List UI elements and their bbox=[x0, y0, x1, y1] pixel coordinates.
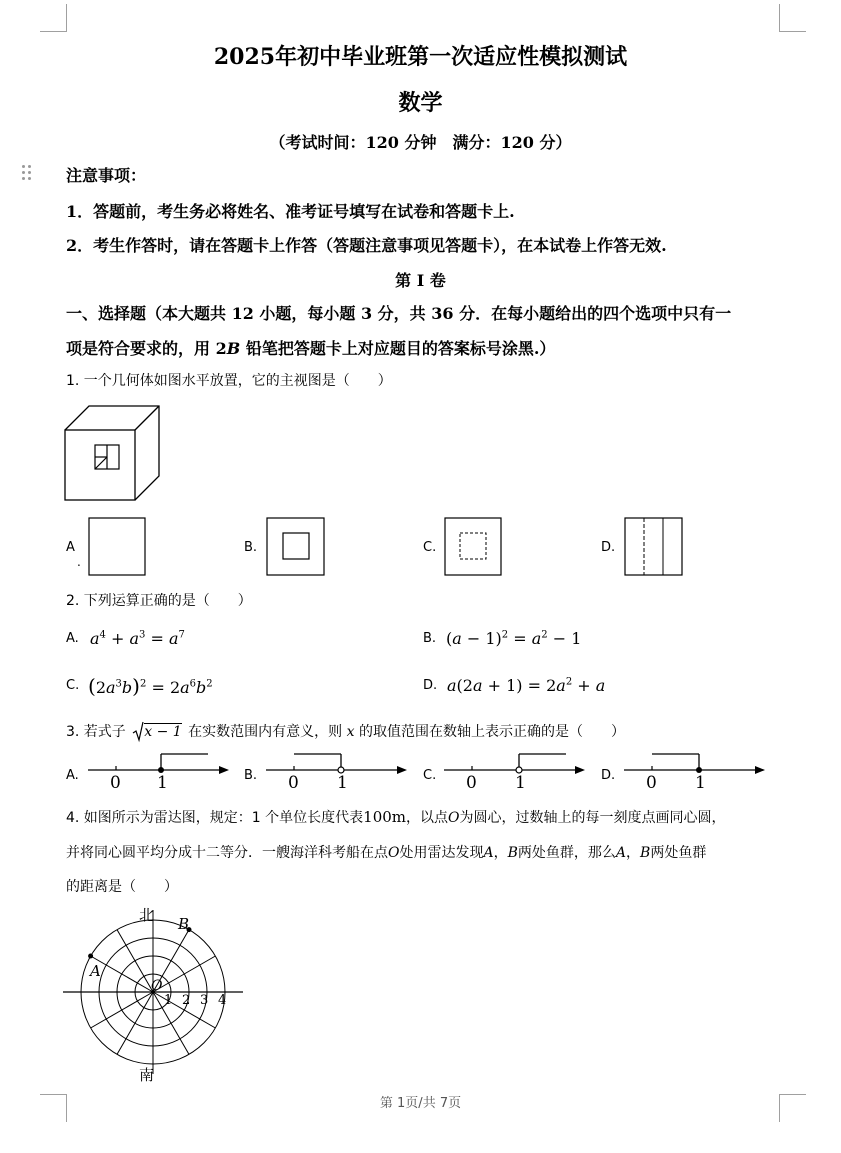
q3-c-tick-1: 1 bbox=[515, 773, 526, 793]
q2-option-b-formula: $(a - 1)^2 = a^2 - 1$ bbox=[446, 629, 582, 648]
question-1-text: 1. 一个几何体如图水平放置，它的主视图是（ ） bbox=[66, 373, 392, 389]
exam-title: 2025年初中毕业班第一次适应性模拟测试 bbox=[213, 44, 628, 70]
q3-b-tick-0: 0 bbox=[288, 773, 299, 793]
section-heading: 一、选择题（本大题共 12 小题，每小题 3 分，共 36 分．在每小题给出的四个选项中只有一 bbox=[66, 304, 732, 323]
q1-option-a-dot: . bbox=[77, 555, 81, 569]
radar-point-b-label: B bbox=[178, 915, 190, 933]
notice-heading: 注意事项： bbox=[66, 166, 147, 185]
q2-option-c-formula: $(2a^3b)^2 = 2a^6b^2$ bbox=[88, 674, 213, 698]
crop-mark bbox=[779, 31, 806, 32]
crop-mark bbox=[66, 4, 67, 32]
q2-option-a-formula: $a^4 + a^3 = a^7$ bbox=[90, 629, 185, 648]
q3-option-c-label[interactable]: C. bbox=[423, 768, 437, 783]
crop-mark bbox=[779, 4, 780, 32]
q3-a-tick-0: 0 bbox=[110, 773, 121, 793]
question-3-text: 3. 若式子 x − 1 在实数范围内有意义，则 x 的取值范围在数轴上表示正确的是（ ） bbox=[66, 724, 625, 740]
question-2-text: 2. 下列运算正确的是（ ） bbox=[66, 593, 252, 609]
q1-option-d-label[interactable]: D. bbox=[601, 540, 616, 555]
q1-option-a-figure[interactable] bbox=[88, 517, 146, 576]
q3-c-tick-0: 0 bbox=[466, 773, 477, 793]
q2-option-c-label[interactable]: C. bbox=[66, 678, 80, 693]
radar-ring-label-4: 4 bbox=[218, 993, 227, 1008]
radar-spoke bbox=[117, 930, 153, 992]
q1-option-b-figure[interactable] bbox=[266, 517, 325, 576]
q1-option-a-label[interactable]: A bbox=[66, 540, 75, 555]
radar-point-a bbox=[88, 954, 93, 959]
q2-option-a-label[interactable]: A. bbox=[66, 631, 79, 646]
notice-item: 2．考生作答时，请在答题卡上作答（答题注意事项见答题卡），在本试卷上作答无效. bbox=[66, 236, 667, 255]
subject-title: 数学 bbox=[398, 90, 443, 116]
question-4-line-3: 的距离是（ ） bbox=[66, 879, 178, 895]
q1-option-d-figure[interactable] bbox=[624, 517, 683, 576]
q3-option-b-label[interactable]: B. bbox=[244, 768, 258, 783]
q2-option-d-formula: $a(2a + 1) = 2a^2 + a$ bbox=[447, 676, 606, 695]
radar-north-label: 北 bbox=[139, 906, 155, 924]
radical-radicand: x − 1 bbox=[144, 724, 182, 740]
drag-handle-icon[interactable] bbox=[22, 165, 34, 183]
volume-title: 第 I 卷 bbox=[395, 271, 446, 290]
q3-a-tick-1: 1 bbox=[157, 773, 168, 793]
radar-center-label: O bbox=[151, 978, 163, 994]
question-4-line-1: 4. 如图所示为雷达图，规定：1 个单位长度代表100m，以点O为圆心，过数轴上的每一刻度点画同心圆， bbox=[66, 808, 726, 826]
radar-south-label: 南 bbox=[139, 1066, 155, 1084]
radar-spoke bbox=[91, 992, 153, 1028]
notice-item: 1．答题前，考生务必将姓名、准考证号填写在试卷和答题卡上. bbox=[66, 202, 515, 221]
question-4-line-2: 并将同心圆平均分成十二等分．一艘海洋科考船在点O处用雷达发现A，B两处鱼群，那么A，B两处鱼群 bbox=[66, 845, 707, 861]
q1-cube-figure bbox=[64, 404, 160, 502]
section-heading-cont: 项是符合要求的，用 2B 铅笔把答题卡上对应题目的答案标号涂黑.） bbox=[66, 339, 556, 358]
exam-info: （考试时间：120 分钟 满分：120 分） bbox=[269, 133, 572, 152]
q2-option-b-label[interactable]: B. bbox=[423, 631, 437, 646]
q2-option-d-label[interactable]: D. bbox=[423, 678, 438, 693]
q3-b-tick-1: 1 bbox=[337, 773, 348, 793]
q3-option-d-label[interactable]: D. bbox=[601, 768, 616, 783]
q3-d-tick-0: 0 bbox=[646, 773, 657, 793]
q1-option-c-figure[interactable] bbox=[444, 517, 502, 576]
q3-option-a-label[interactable]: A. bbox=[66, 768, 79, 783]
q1-option-b-label[interactable]: B. bbox=[244, 540, 258, 555]
q3-d-tick-1: 1 bbox=[695, 773, 706, 793]
radar-point-a-label: A bbox=[90, 962, 101, 980]
radar-ring-label-1: 1 bbox=[164, 993, 173, 1008]
q1-option-c-label[interactable]: C. bbox=[423, 540, 437, 555]
radar-ring-label-3: 3 bbox=[200, 993, 209, 1008]
radar-ring-label-2: 2 bbox=[182, 993, 191, 1008]
radar-spoke bbox=[117, 992, 153, 1054]
crop-mark bbox=[40, 31, 67, 32]
page-number: 第 1页/共 7页 bbox=[379, 1096, 462, 1111]
